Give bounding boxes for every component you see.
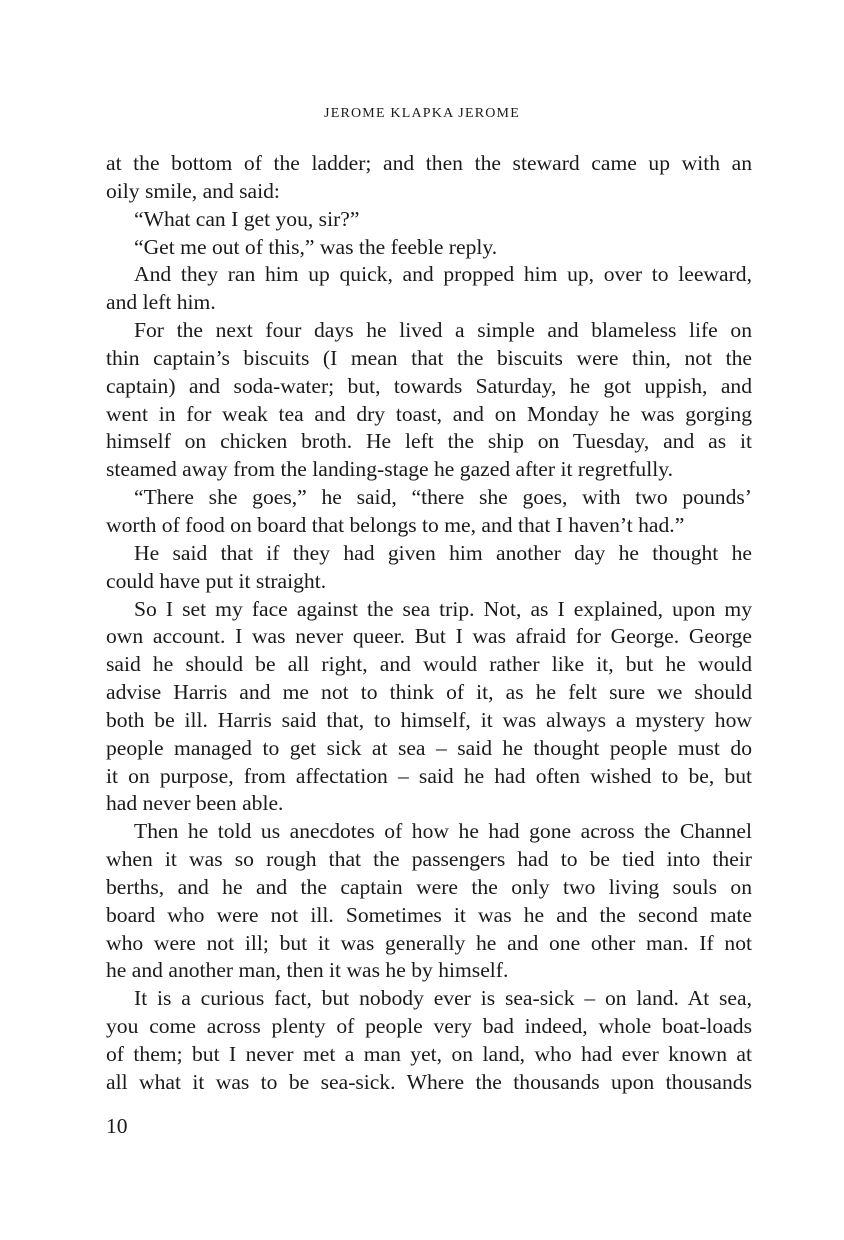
text-line: So I set my face against the sea trip. Not, as I explained, upon my (134, 596, 752, 621)
text-line: oily smile, and said: (106, 178, 280, 203)
text-line: you come across plenty of people very bad indeed, whole boat-loads (106, 1014, 752, 1039)
text-line: worth of food on board that belongs to me, and that I haven’t had.” (106, 512, 685, 537)
text-line: captain) and soda-water; but, towards Saturday, he got uppish, and (106, 373, 752, 398)
text-line: “Get me out of this,” was the feeble reply. (134, 234, 498, 259)
text-line: went in for weak tea and dry toast, and on Monday he was gorging (106, 401, 752, 426)
text-line: thin captain’s biscuits (I mean that the biscuits were thin, not the (106, 345, 752, 370)
text-line: steamed away from the landing-stage he gazed after it regretfully. (106, 457, 673, 482)
body-text (106, 150, 752, 1097)
page-number: 10 (106, 1114, 128, 1138)
text-line: it on purpose, from affectation – said he had often wished to be, but (106, 763, 752, 788)
text-line: said he should be all right, and would rather like it, but he would (106, 652, 752, 677)
text-line: board who were not ill. Sometimes it was he and the second mate (106, 902, 752, 927)
running-head: JEROME KLAPKA JEROME (324, 106, 520, 121)
text-line: advise Harris and me not to think of it, as he felt sure we should (106, 680, 752, 705)
text-line: It is a curious fact, but nobody ever is sea-sick – on land. At sea, (134, 986, 752, 1011)
text-line: people managed to get sick at sea – said he thought people must do (106, 735, 752, 760)
text-line: For the next four days he lived a simple and blameless life on (134, 318, 752, 343)
text-line: He said that if they had given him another day he thought he (134, 540, 752, 565)
text-line: of them; but I never met a man yet, on land, who had ever known at (106, 1042, 752, 1066)
text-line: berths, and he and the captain were the only two living souls on (106, 874, 752, 899)
text-line: and left him. (106, 290, 216, 315)
text-line: had never been able. (106, 791, 284, 816)
text-line: at the bottom of the ladder; and then the steward came up with an (106, 151, 752, 175)
text-line: all what it was to be sea-sick. Where the thousands upon thousands (106, 1069, 752, 1094)
text-line: could have put it straight. (106, 568, 327, 593)
text-line: “There she goes,” he said, “there she goes, with two pounds’ (134, 485, 752, 510)
text-line: when it was so rough that the passengers had to be tied into their (106, 847, 752, 872)
text-line: he and another man, then it was he by himself. (106, 958, 509, 983)
text-line: And they ran him up quick, and propped him up, over to leeward, (134, 262, 752, 287)
text-line: own account. I was never queer. But I was afraid for George. George (106, 624, 752, 649)
text-line: who were not ill; but it was generally he and one other man. If not (106, 930, 752, 955)
text-line: both be ill. Harris said that, to himself, it was always a mystery how (106, 707, 752, 732)
text-line: “What can I get you, sir?” (134, 206, 360, 231)
text-line: himself on chicken broth. He left the ship on Tuesday, and as it (106, 429, 752, 454)
text-line: Then he told us anecdotes of how he had gone across the Channel (134, 819, 752, 844)
